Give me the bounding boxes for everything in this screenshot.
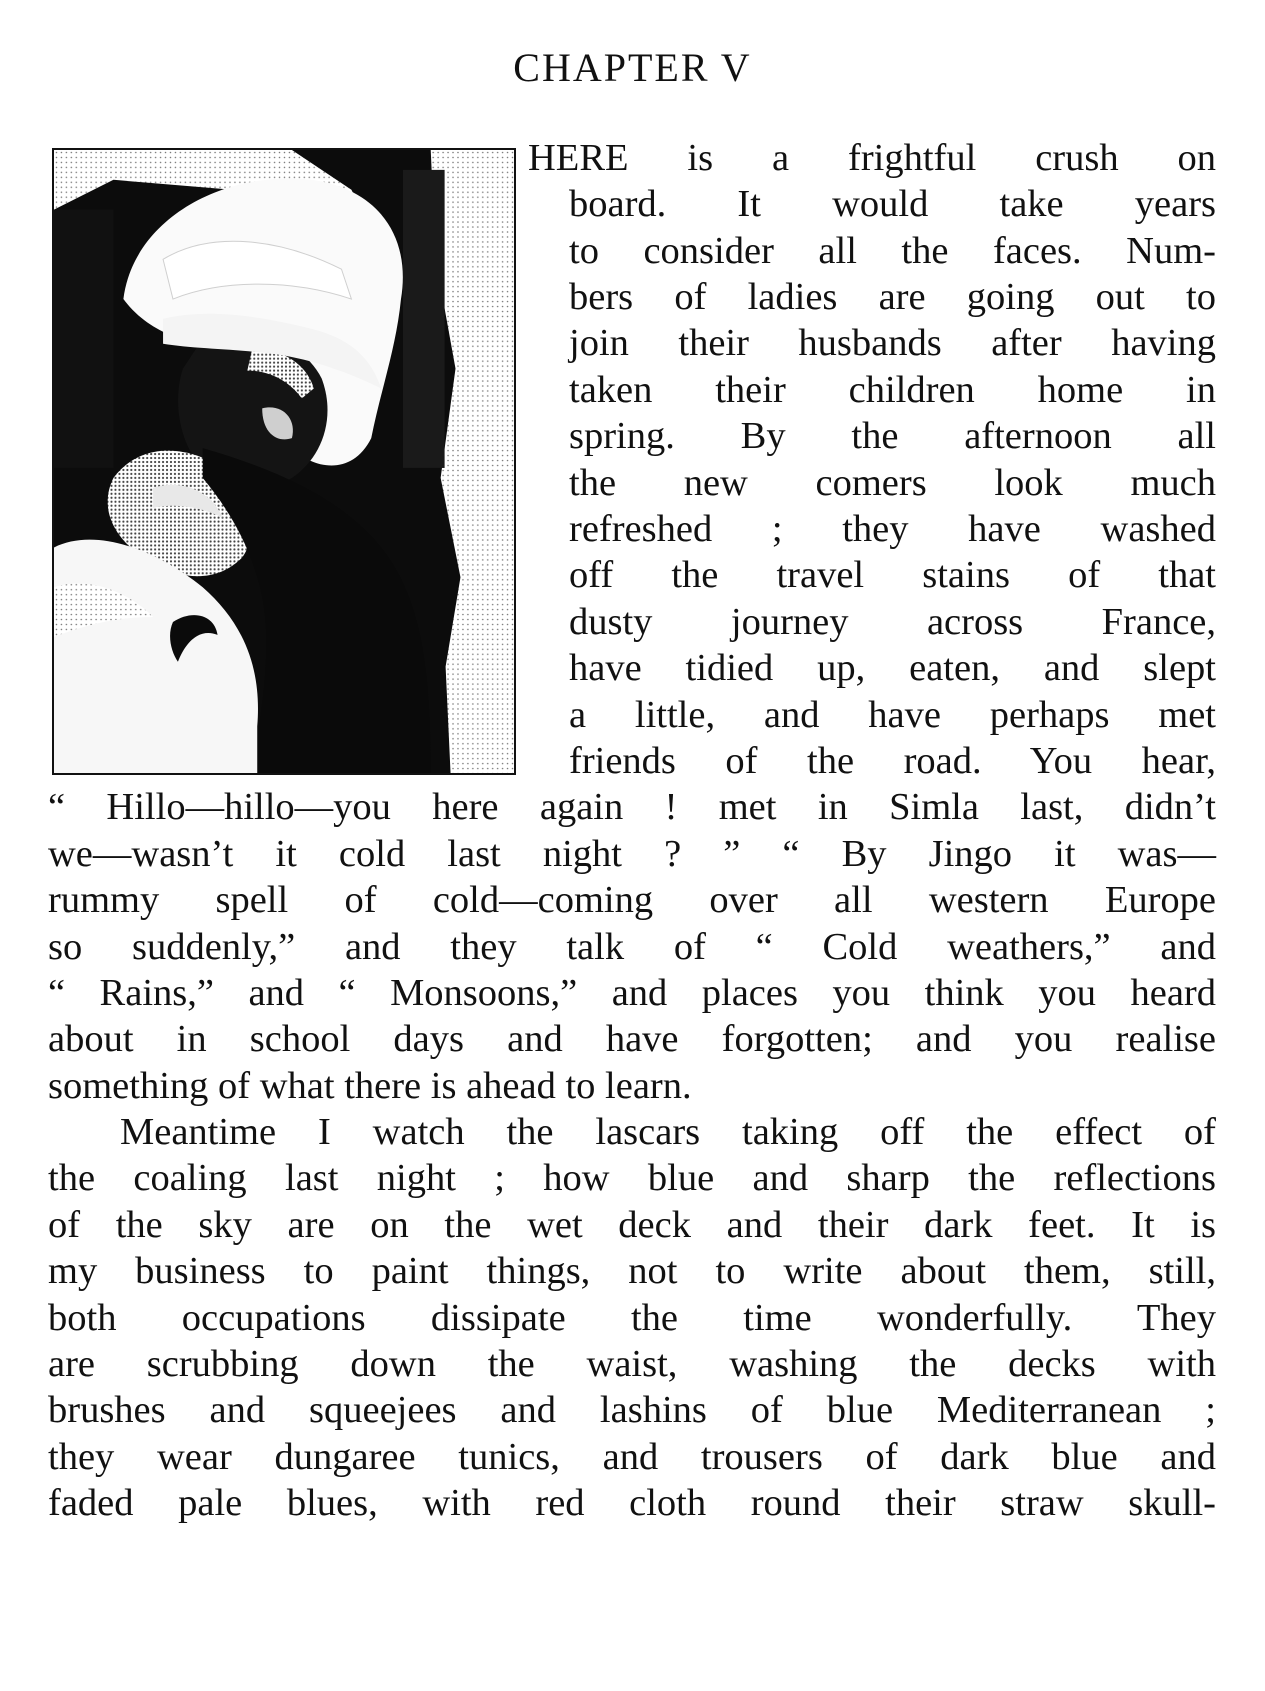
text-line: about in school days and have forgotten; and you realise bbox=[48, 1018, 1216, 1060]
text-line: “ Rains,” and “ Monsoons,” and places you think you heard bbox=[48, 972, 1216, 1014]
text-line: both occupations dissipate the time wonderfully. They bbox=[48, 1297, 1216, 1339]
text-line: friends of the road. You hear, bbox=[569, 740, 1216, 782]
text-line: something of what there is ahead to learn. bbox=[48, 1065, 692, 1107]
text-line: the coaling last night ; how blue and sharp the reflections bbox=[48, 1157, 1216, 1199]
text-line: so suddenly,” and they talk of “ Cold weathers,” and bbox=[48, 926, 1216, 968]
text-line: Meantime I watch the lascars taking off the effect of bbox=[120, 1111, 1216, 1153]
text-line: board. It would take years bbox=[569, 183, 1216, 225]
text-line: refreshed ; they have washed bbox=[569, 508, 1216, 550]
text-line: HERE is a frightful crush on bbox=[528, 137, 1216, 179]
text-line: faded pale blues, with red cloth round their straw skull- bbox=[48, 1482, 1216, 1524]
portrait-photo-icon bbox=[54, 150, 514, 773]
text-line: taken their children home in bbox=[569, 369, 1216, 411]
text-line: bers of ladies are going out to bbox=[569, 276, 1216, 318]
text-line: dusty journey across France, bbox=[569, 601, 1216, 643]
text-line: are scrubbing down the waist, washing the decks with bbox=[48, 1343, 1216, 1385]
text-line: the new comers look much bbox=[569, 462, 1216, 504]
chapter-title: CHAPTER V bbox=[513, 45, 752, 90]
text-line: join their husbands after having bbox=[569, 322, 1216, 364]
portrait-illustration bbox=[52, 148, 516, 775]
text-line: of the sky are on the wet deck and their dark feet. It is bbox=[48, 1204, 1216, 1246]
text-line: a little, and have perhaps met bbox=[569, 694, 1216, 736]
text-line: we—wasn’t it cold last night ? ” “ By Jingo it was— bbox=[48, 833, 1216, 875]
text-line: my business to paint things, not to write about them, still, bbox=[48, 1250, 1216, 1292]
text-line: brushes and squeejees and lashins of blue Mediterranean ; bbox=[48, 1389, 1216, 1431]
text-line: they wear dungaree tunics, and trousers of dark blue and bbox=[48, 1436, 1216, 1478]
text-line: rummy spell of cold—coming over all western Europe bbox=[48, 879, 1216, 921]
text-line: spring. By the afternoon all bbox=[569, 415, 1216, 457]
text-line: have tidied up, eaten, and slept bbox=[569, 647, 1216, 689]
text-line: to consider all the faces. Num- bbox=[569, 230, 1216, 272]
text-line: off the travel stains of that bbox=[569, 554, 1216, 596]
text-line: “ Hillo—hillo—you here again ! met in Simla last, didn’t bbox=[48, 786, 1216, 828]
